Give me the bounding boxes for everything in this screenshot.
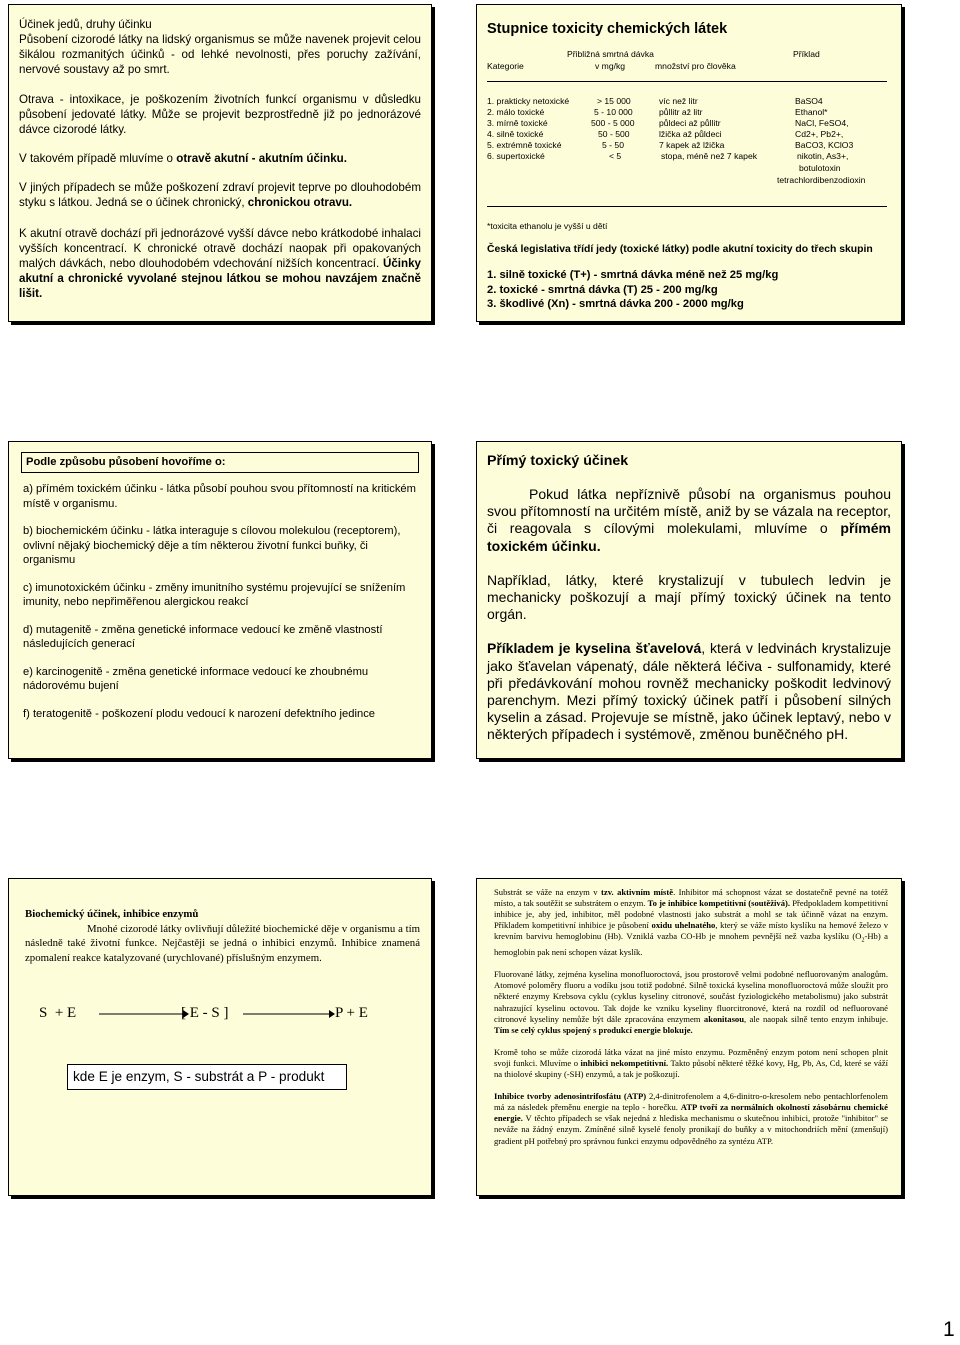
slide6-paragraph-competitive: Substrát se váže na enzym v tzv. aktivním místě. Inhibitor má schopnost vázat se dostatečně pevné na totéž místo, a tak soutěžit se substrátem o enzym. To je inhibice kompetitivní (soutěživá). Předpokladem kompetitivní inhibice je, aby jed, inhibitor, měl podobné vlastnosti jako substrát a mohl se tak účinně vázat na enzym. Příkladem kompetitivní inhibice je působení oxidu uhelnatého, který se váže místo kyslíku na hemové železo v krevním barvivu hemoglobinu (Hb). Vzniklá vazba CO-Hb je mnohem pevnější než vazba kyslíku $(O_2-Hb)$ a hemoglobin pak není schopen vázat kyslík. — [494, 887, 889, 958]
mode-immunotoxic: c) imunotoxickém účinku - změny imunitního systému projevující se snížením imunity, nebo nepřiměřenou alergickou reakcí — [23, 581, 406, 608]
amount-2: půllitr až litr — [659, 107, 703, 117]
divider-bottom — [487, 206, 887, 207]
slide-toxicity-scale — [476, 4, 902, 322]
slide6-paragraph-fluorine: Fluorované látky, zejména kyselina monofluoroctová, jsou prostorově velmi podobné nefluorovaným analogům. Atomové poloměry fluoru a vodíku jsou totiž podobné. Silně toxická kyselina monofluoroctová může sloužit pro některé enzymy Krebsova cyklu (cyklus kyseliny citronové, součást fyziologického metabolismu) jako substrát nahrazující kyselinu octovou. Tak dojde ke vzniku kyseliny fluorcitronové, která na rozdíl od nefluorované citronové kyseliny nemůže být dále zpracována enzymem akonitasou, ale naopak silně tento enzym inhibuje. Tím se celý cyklus spojený s produkcí energie blokuje. — [494, 969, 888, 1035]
cat-6: 6. supertoxické — [487, 151, 545, 161]
reaction-arrow-2 — [243, 1009, 335, 1019]
slide5-title: Biochemický účinek, inhibice enzymů — [25, 908, 199, 920]
equation-substrate-enzyme: S + E — [39, 1005, 77, 1021]
slide-inhibition-types — [476, 878, 902, 1196]
mode-carcinogenic: e) karcinogenitě - změna genetické informace vedoucí ke zhoubnému nádorovému bujení — [23, 665, 369, 692]
amount-4: lžička až půldeci — [659, 129, 722, 139]
mode-biochemical: b) biochemickém účinku - látka interaguje s cílovou molekulou (receptorem), ovlivní nějaký biochemický děje a tím některou životní funkci buňky, či organismu — [23, 525, 401, 566]
header-example: Příklad — [793, 49, 820, 59]
cat-3: 3. mírně toxické — [487, 118, 548, 128]
ethanol-footnote: *toxicita ethanolu je vyšší u dětí — [487, 221, 608, 231]
slide1-intro: Působení cizorodé látky na lidský organismus se může navenek projevit celou šikálou rozmanitých účinků - od lehké nevolnosti, přes poruchy zažívání, nervové soustavy až po smrt. — [19, 33, 421, 76]
header-amount: množství pro člověka — [655, 61, 736, 71]
dose-4: 50 - 500 — [598, 129, 630, 139]
slide1-paragraph-4: V jiných případech se může poškození zdraví projevit teprve po dlouhodobém styku s látkou. Jedná se o účinek chronický, chronickou otravu. — [19, 181, 421, 209]
equation-complex: [ E - S ] — [181, 1005, 229, 1021]
slide1-title: Účinek jedů, druhy účinku — [19, 18, 152, 31]
header-dose: Přibližná smrtná dávka — [567, 49, 654, 59]
divider-top — [487, 81, 887, 82]
example-1: BaSO4 — [795, 96, 823, 106]
slide2-title: Stupnice toxicity chemických látek — [487, 21, 728, 37]
slide3-title-box — [21, 452, 419, 473]
legislation-heading: Česká legislativa třídí jedy (toxické látky) podle akutní toxicity do třech skupin — [487, 244, 873, 255]
slide1-paragraph-5: K akutní otravě dochází při jednorázové vyšší dávce nebo krátkodobé inhalaci vyšších koncentrací. K chronické otravě dochází naopak při opakovaných malých dávkách, nebo dlouhodobém vdechování nižších koncentrací. Účinky akutní a chronické vyvolané stejnou látkou se mohou navzájem značně lišit. — [19, 227, 421, 300]
dose-6: < 5 — [609, 151, 622, 161]
reaction-arrow-1 — [99, 1009, 189, 1019]
class-1: 1. silně toxické (T+) - smrtná dávka méně než 25 mg/kg — [487, 269, 779, 281]
dose-2: 5 - 10 000 — [594, 107, 633, 117]
amount-6: stopa, méně než 7 kapek — [661, 151, 758, 161]
slide4-paragraph-2: Například, látky, které krystalizují v tubulech ledvin je mechanicky poškozují a mají přímý toxický účinek na tento orgán. — [487, 571, 891, 623]
example-5: BaCO3, KClO3 — [795, 140, 854, 150]
legend-box — [67, 1064, 347, 1090]
mode-direct: a) přímém toxickém účinku - látka působí pouhou svou přítomností na kritickém místě v organismu. — [23, 483, 416, 510]
slide6-paragraph-atp: Inhibice tvorby adenosintrifosfátu (ATP) 2,4-dinitrofenolem a 4,6-dinitro-o-kresolem nebo pentachlorfenolem má za následek přeměnu energie na teplo - horečku. ATP tvoří za normálních okolností zásobárnu chemické energie. V těchto případech se však nejedná z hlediska mechanismu o skutečnou inhibici, protože "inhibitor" se neváže na žádný enzym. Zmíněné silně kyselé fenoly pronikají do buňky a v mitochondriích mění (zmenšují) gradient pH potřebný pro správnou funkci enzymu odpovědného za syntézu ATP. — [494, 1091, 888, 1146]
cat-1: 1. prakticky netoxické — [487, 96, 570, 106]
dose-5: 5 - 50 — [602, 140, 624, 150]
slide-modes-of-action — [8, 441, 432, 759]
header-unit: v mg/kg — [595, 61, 626, 71]
header-category: Kategorie — [487, 61, 524, 71]
slide4-title: Přímý toxický účinek — [487, 453, 629, 469]
mode-teratogenic: f) teratogenitě - poškození plodu vedoucí k narození defektního jedince — [23, 707, 376, 720]
class-3: 3. škodlivé (Xn) - smrtná dávka 200 - 2000 mg/kg — [487, 298, 744, 310]
example-6-extra-1: botulotoxin — [799, 163, 841, 173]
example-4: Cd2+, Pb2+, — [795, 129, 844, 139]
slide-enzyme-inhibition — [8, 878, 432, 1196]
mode-mutagenic: d) mutagenitě - změna genetické informace vedoucí ke změně vlastností následujících generací — [23, 623, 383, 650]
legend-text: kde E je enzym, S - substrát a P - produkt — [73, 1069, 325, 1084]
dose-1: > 15 000 — [597, 96, 631, 106]
slide-acute-chronic — [8, 4, 432, 322]
amount-3: půldeci až půllitr — [659, 118, 721, 128]
example-6-extra-2: tetrachlordibenzodioxin — [777, 175, 866, 185]
slide6-paragraph-noncompetitive: Kromě toho se může cizorodá látka vázat na jiné místo enzymu. Pozměněný enzym potom není schopen plnit svoji funkci. Mluvíme o inhibici nekompetitivní. Takto působí některé těžké kovy, Hg, Pb, As, Cd, které se váží na thiolové skupiny (-SH) enzymů, a tak je poškozují. — [494, 1046, 889, 1080]
toxicity-classes — [487, 268, 778, 312]
slide-direct-toxic-effect — [476, 441, 902, 759]
slide1-paragraph-2: Otrava - intoxikace, je poškozením životních funkcí organismu v důsledku působení jedovaté látky. Může se projevit bezprostředně již po jednorázové dávce cizorodé látky. — [19, 93, 421, 136]
equation-product-enzyme: P + E — [335, 1005, 368, 1021]
slide4-paragraph-3: Příkladem je kyselina šťavelová, která v ledvinách krystalizuje jako šťavelan vápenatý, dále některá léčiva - sulfonamidy, které při předávkování mohou rovněž mechanicky poškodit ledvinový parenchym. Mezi přímý toxický účinek patří i působení silných kyselin a zásad. Projevuje se místně, jako účinek leptavý, nebo v některých případech i systémově, změnou buněčného pH. — [487, 640, 891, 743]
cat-4: 4. silně toxické — [487, 129, 544, 139]
example-6: nikotin, As3+, — [797, 151, 849, 161]
slide3-title: Podle způsobu působení hovoříme o: — [26, 456, 226, 468]
example-3: NaCl, FeSO4, — [795, 118, 849, 128]
example-2: Ethanol* — [795, 107, 828, 117]
cat-2: 2. málo toxické — [487, 107, 545, 117]
slide1-paragraph-3: V takovém případě mluvíme o otravě akutní - akutním účinku. — [19, 152, 347, 165]
slide4-paragraph-1: Pokud látka nepříznivě působí na organismus pouhou svou přítomností na určitém místě, aniž by se vázala na receptor, či reagovala s cílovými molekulami, mluvíme o přímém toxickém účinku. — [487, 486, 891, 554]
slide5-text: Mnohé cizorodé látky ovlivňují důležité biochemické děje v organismu a tím následně také životní funkce. Nejčastěji se jedná o inhibici enzymů. Inhibice znamená zpomalení reakce katalyzované (urychlované) příslušným enzymem. — [25, 922, 420, 964]
amount-1: víc než litr — [659, 96, 698, 106]
cat-5: 5. extrémně toxické — [487, 140, 562, 150]
dose-3: 500 - 5 000 — [591, 118, 635, 128]
class-2: 2. toxické - smrtná dávka (T) 25 - 200 mg/kg — [487, 283, 718, 296]
amount-5: 7 kapek až lžička — [659, 140, 725, 150]
page-number: 1 — [943, 1318, 955, 1341]
